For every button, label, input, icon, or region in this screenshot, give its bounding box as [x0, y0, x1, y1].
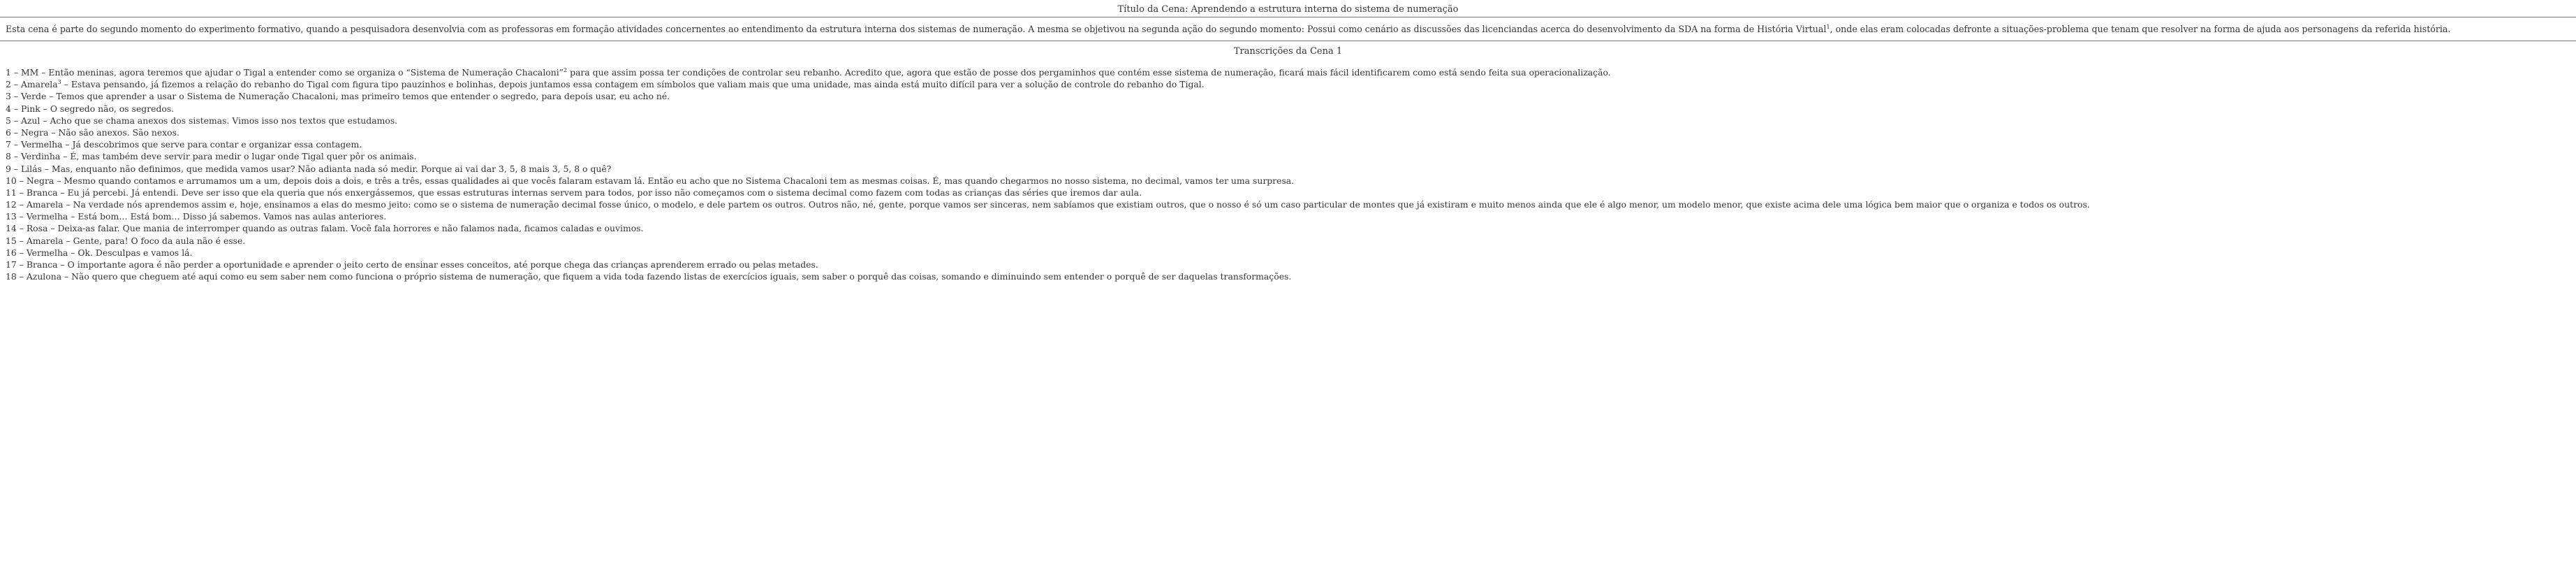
transcript-line [6, 198, 2568, 210]
line-text: 7 – Vermelha – Já descobrimos que serve para contar e organizar essa contagem. [6, 139, 362, 150]
transcript-line [6, 247, 2568, 259]
line-text: 2 – Amarela [6, 79, 58, 90]
line-text: 9 – Lilás – Mas, enquanto não definimos, que medida vamos usar? Não adianta nada só medir. Porque ai vai dar 3, 5, 8 mais 3, 5, 8 o quê? [6, 163, 612, 174]
transcript-line [6, 222, 2568, 234]
intro-text: Esta cena é parte do segundo momento do experimento formativo, quando a pesquisadora desenvolvia com as professoras em formação atividades concernentes ao entendimento da estrutura interna dos sistemas de numeração. A mesma se objetivou na segunda ação do segundo momento: Possui como cenário as discussões das licenciandas acerca do desenvolvimento da SDA na forma de História Virtual [6, 24, 1827, 34]
line-text-continued: – Estava pensando, já fizemos a relação do rebanho do Tigal com figura tipo pauzinhos e bolinhas, depois juntamos essa contagem em símbolos que valiam mais que uma unidade, mas ainda está muito difícil para ver a solução de controle do rebanho do Tigal. [61, 79, 1205, 90]
line-text: 13 – Vermelha – Está bom… Está bom… Disso já sabemos. Vamos nas aulas anteriores. [6, 211, 387, 222]
transcript-line [6, 163, 2568, 175]
transcript-line [6, 150, 2568, 162]
transcript-line [6, 138, 2568, 150]
line-text: 16 – Vermelha – Ok. Desculpas e vamos lá. [6, 247, 193, 258]
line-text: 10 – Negra – Mesmo quando contamos e arrumamos um a um, depois dois a dois, e três a três, essas qualidades ai que vocês falaram estavam lá. Então eu acho que no Sistema Chacaloni tem as mesmas coisas. É, mas quando chegarmos no nosso sistema, no decimal, vamos ter uma surpresa. [6, 175, 1295, 186]
line-text: 5 – Azul – Acho que se chama anexos dos sistemas. Vimos isso nos textos que estudamos. [6, 115, 398, 126]
line-text: 6 – Negra – Não são anexos. São nexos. [6, 126, 179, 138]
line-text: 1 – MM – Então meninas, agora teremos que ajudar o Tigal a entender como se organiza o “Sistema de Numeração Chacaloni” [6, 67, 564, 78]
transcript-line [6, 270, 2568, 282]
scene-intro [6, 24, 2450, 35]
footnote-marker: 3 [57, 79, 61, 86]
line-text: 4 – Pink – O segredo não, os segredos. [6, 103, 175, 114]
footnote-marker: 1 [1826, 23, 1830, 30]
transcript-line [6, 115, 2568, 126]
footnote-marker: 2 [564, 66, 568, 73]
transcript-line [6, 90, 2568, 102]
transcript-line [6, 187, 2568, 198]
line-text: 14 – Rosa – Deixa-as falar. Que mania de interromper quando as outras falam. Você fala horrores e não falamos nada, ficamos caladas e ouvimos. [6, 223, 644, 234]
transcript-line [6, 259, 2568, 270]
transcript-line [6, 175, 2568, 187]
line-text: 3 – Verde – Temos que aprender a usar o Sistema de Numeração Chacaloni, mas primeiro temos que entender o segredo, para depois usar, eu acho né. [6, 91, 670, 102]
line-text: 12 – Amarela – Na verdade nós aprendemos assim e, hoje, ensinamos a elas do mesmo jeito: como se o sistema de numeração decimal fosse único, o modelo, e dele partem os outros. Outros não, né, gente, porque vamos ser sinceras, nem sabíamos que existiam outros, que o nosso é só um caso particular de montes que já existiram e muito menos ainda que ele é algo menor, um modelo menor, que existe acima dele uma lógica bem maior que o organiza e todos os outros. [6, 199, 2090, 210]
transcript-line [6, 235, 2568, 247]
transcript-line [6, 210, 2568, 222]
transcript-line [6, 126, 2568, 138]
line-text: 11 – Branca – Eu já percebi. Já entendi. Deve ser isso que ela queria que nós enxergássemos, que essas estruturas internas servem para todos, por isso não começamos com o sistema decimal como fazem com todas as crianças das séries que iremos dar aula. [6, 187, 1142, 198]
transcript-lines [6, 66, 2568, 282]
transcript-line [6, 103, 2568, 115]
transcript-line [6, 66, 2568, 78]
transcript-heading: Transcrições da Cena 1 [1233, 46, 1343, 57]
line-text: 18 – Azulona – Não quero que cheguem até aqui como eu sem saber nem como funciona o próprio sistema de numeração, que fiquem a vida toda fazendo listas de exercícios iguais, sem saber o porquê das coisas, somando e diminuindo sem entender o porquê de ser daquelas transformações. [6, 271, 1292, 282]
transcript-line [6, 78, 2568, 90]
scene-title: Título da Cena: Aprendendo a estrutura interna do sistema de numeração [1117, 4, 1459, 15]
line-text-continued: para que assim possa ter condições de controlar seu rebanho. Acredito que, agora que estão de posse dos pergaminhos que contém esse sistema de numeração, ficará mais fácil identificarem como está sendo feita sua operacionalização. [567, 67, 1611, 78]
line-text: 17 – Branca – O importante agora é não perder a oportunidade e aprender o jeito certo de ensinar esses conceitos, até porque chega das crianças aprenderem errado ou pelas metades. [6, 259, 818, 270]
line-text: 15 – Amarela – Gente, para! O foco da aula não é esse. [6, 235, 246, 246]
line-text: 8 – Verdinha – É, mas também deve servir para medir o lugar onde Tigal quer pôr os animais. [6, 151, 417, 162]
intro-text-continued: , onde elas eram colocadas defronte a situações-problema que tenam que resolver na forma de ajuda aos personagens da referida história. [1830, 24, 2451, 34]
